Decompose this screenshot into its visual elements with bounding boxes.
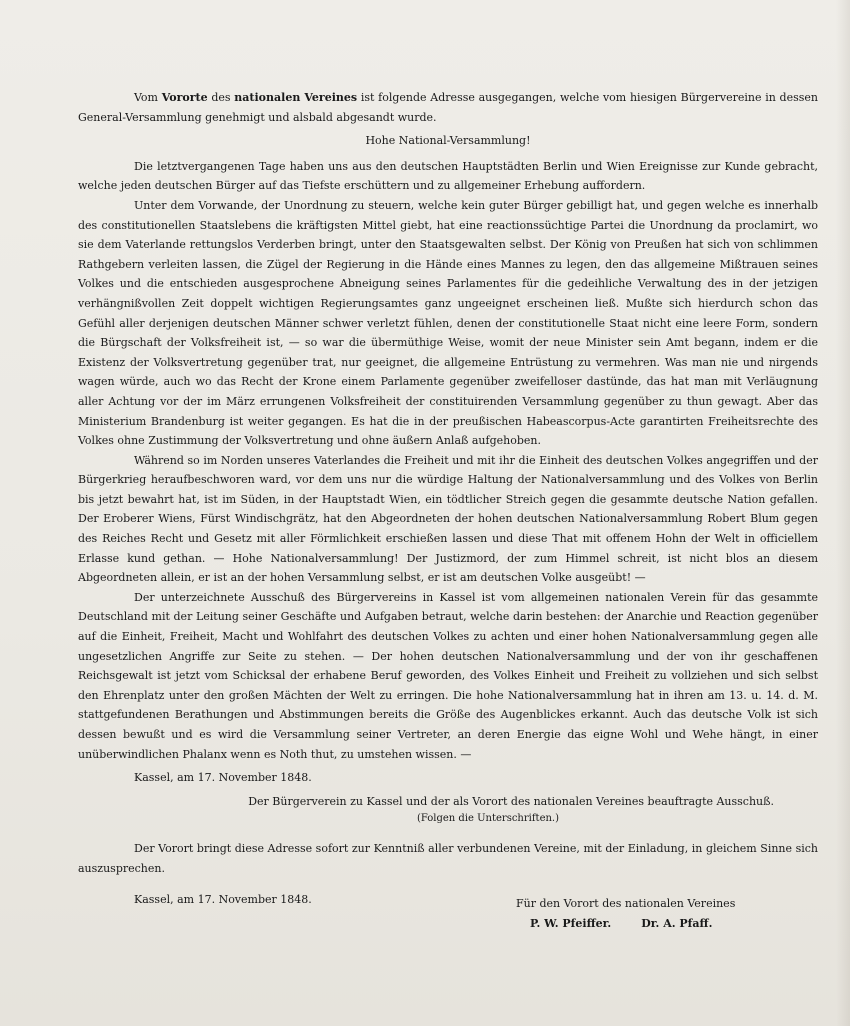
paragraph-2: Unter dem Vorwande, der Unordnung zu steuern, welche kein guter Bürger gebilligt hat, und gegen welche es innerhalb des constitutionellen Staatslebens die kräftigsten Mittel giebt, hat eine reactionssüchtige Partei die Unordnung da proclamirt, wo sie dem Vaterlande rettungslos Verderben bringt, unter den Staatsgewalten selbst. Der König von Preußen hat sich von schlimmen Rathgebern verleiten lassen, die Zügel der Regierung in die Hände eines Mannes zu legen, den das allgemeine Mißtrauen seines Volkes und die entschieden ausgesprochene Abneigung seines Parlamentes für die gedeihliche Verwaltung des in der jetzigen verhängnißvollen Zeit doppelt wichtigen Regierungsamtes ganz ungeeignet erscheinen ließ. Mußte sich hierdurch schon das Gefühl aller derjenigen deutschen Männer schwer verletzt fühlen, denen der constitutionelle Staat nicht eine leere Form, sondern die Bürgschaft der Volksfreiheit ist, — so war die übermüthige Weise, womit der neue Minister sein Amt begann, indem er die Existenz der Volksvertretung gegenüber trat, nur geeignet, die allgemeine Entrüstung zu vermehren. Was man nie und nirgends wagen würde, auch wo das Recht der Krone einem Parlamente gegenüber zweifelloser dastünde, das hat man mit Verläugnung aller Achtung vor der im März errungenen Volksfreiheit der constituirenden Versammlung gegenüber zu thun gewagt. Aber das Ministerium Brandenburg ist weiter gegangen. Es hat die in der preußischen Habeascorpus-Acte garantirten Freiheitsrechte des Volkes ohne Zustimmung der Volksvertretung und ohne äußern Anlaß aufgehoben. bbox=[78, 198, 818, 448]
intro-nationalen-vereines: nationalen Vereines bbox=[234, 91, 358, 104]
place-date-1: Kassel, am 17. November 1848. bbox=[134, 771, 312, 785]
intro-text-a: Vom bbox=[134, 91, 162, 104]
paper-edge-shadow bbox=[836, 0, 850, 1026]
final-paragraph: Der Vorort bringt diese Adresse sofort zur Kenntniß aller verbundenen Vereine, mit der Einladung, in gleichem Sinne sich auszusprechen. bbox=[78, 841, 818, 875]
committee-line: Der Bürgerverein zu Kassel und der als Vorort des nationalen Vereines beauftragte Ausschuß. bbox=[248, 794, 774, 808]
signature-heading: Für den Vorort des nationalen Vereines bbox=[516, 897, 736, 910]
intro-text-e: ist folgende Adresse ausgegangen, welche vom hiesigen Bürgervereine in dessen General-Versammlung genehmigt und alsbald abgesandt wurde. bbox=[78, 91, 818, 124]
paragraph-3: Während so im Norden unseres Vaterlandes die Freiheit und mit ihr die Einheit des deutschen Volkes angegriffen und der Bürgerkrieg heraufbeschworen ward, vor dem uns nur die würdige Haltung der Nationalversammlung und des Volkes von Berlin bis jetzt bewahrt hat, ist im Süden, in der Hauptstadt Wien, ein tödtlicher Streich gegen die gesammte deutsche Nation gefallen. Der Eroberer Wiens, Fürst Windischgrätz, hat den Abgeordneten der hohen deutschen Nationalversammlung Robert Blum gegen des Reiches Recht und Gesetz mit aller Förmlichkeit erschießen lassen und diese That mit offenem Hohn der Welt in officiellem Erlasse kund gethan. — Hohe Nationalversammlung! Der Justizmord, der zum Himmel schreit, ist nicht blos an diesem Abgeordneten allein, er ist an der hohen Versammlung selbst, er ist am deutschen Volke ausgeübt! — bbox=[78, 453, 818, 585]
paragraph-4: Der unterzeichnete Ausschuß des Bürgervereins in Kassel ist vom allgemeinen nationalen Verein für das gesammte Deutschland mit der Leitung seiner Geschäfte und Aufgaben betraut, welche darin bestehen: der Anarchie und Reaction gegenüber auf die Einheit, Freiheit, Macht und Wohlfahrt des deutschen Volkes zu achten und einer hohen Nationalversammlung gegen alle ungesetzlichen Angriffe zur Seite zu stehen. — Der hohen deutschen Nationalversammlung und der von ihr geschaffenen Reichsgewalt ist jetzt vom Schicksal der erhabene Beruf geworden, des Volkes Einheit und Freiheit zu vollziehen und sich selbst den Ehrenplatz unter den großen Mächten der Welt zu erringen. Die hohe Nationalversammlung hat in ihren am 13. u. 14. d. M. stattgefundenen Berathungen und Abstimmungen bereits die Größe des Augenblickes erkannt. Auch das deutsche Volk ist sich dessen bewußt und es wird die Versammlung seiner Vertreter, an deren Energie das eigne Wohl und Wehe hängt, in einer unüberwindlichen Phalanx wenn es Noth thut, zu umstehen wissen. — bbox=[78, 590, 818, 761]
signature-name-pfeiffer: P. W. Pfeiffer. bbox=[530, 917, 612, 930]
intro-text-c: des bbox=[207, 91, 235, 104]
signature-name-pfaff: Dr. A. Pfaff. bbox=[641, 917, 713, 930]
place-date-2: Kassel, am 17. November 1848. bbox=[134, 893, 312, 907]
followers-note: (Folgen die Unterschriften.) bbox=[416, 813, 560, 825]
signature-block bbox=[516, 894, 735, 934]
intro-vororte: Vororte bbox=[161, 91, 208, 104]
document-body bbox=[78, 88, 818, 910]
signature-names bbox=[530, 914, 735, 934]
intro-paragraph bbox=[78, 88, 818, 127]
salutation: Hohe National-Versammlung! bbox=[365, 134, 531, 148]
paragraph-1: Die letztvergangenen Tage haben uns aus den deutschen Hauptstädten Berlin und Wien Ereignisse zur Kunde gebracht, welche jeden deutschen Bürger auf das Tiefste erschüttern und zu allgemeiner Erhebung auffordern. bbox=[78, 159, 818, 193]
